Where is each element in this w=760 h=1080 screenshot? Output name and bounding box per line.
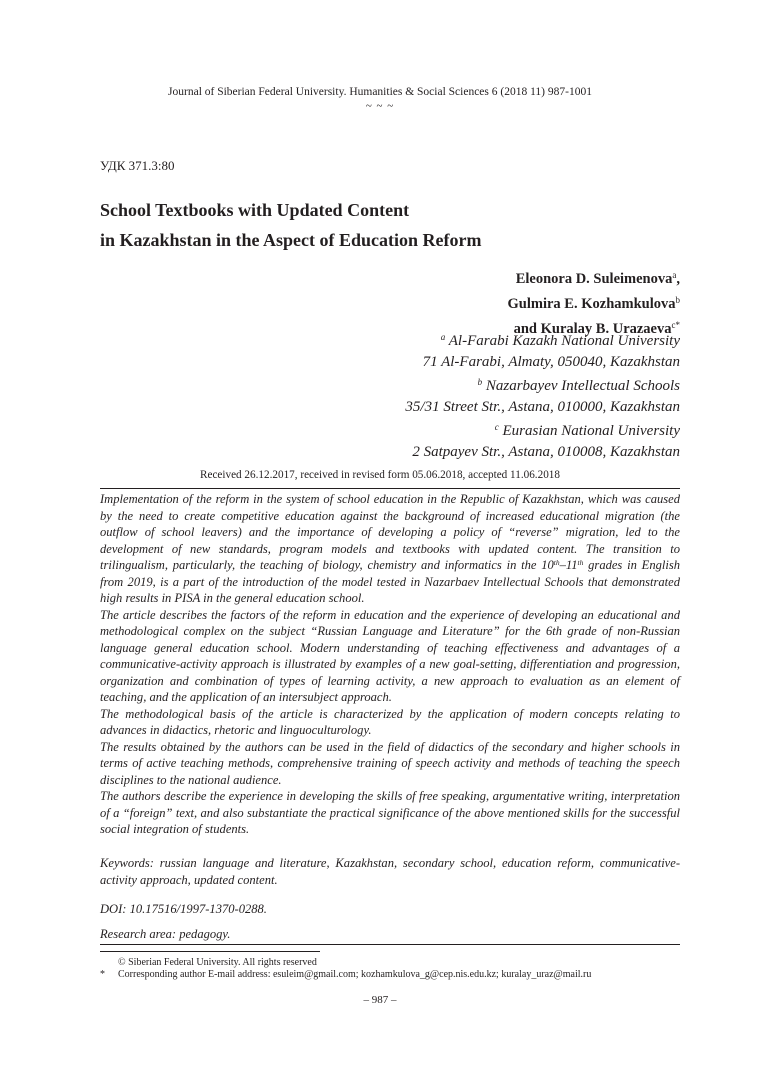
footnote-marker: * bbox=[100, 969, 105, 980]
header-ornament: ~ ~ ~ bbox=[365, 100, 395, 112]
page-number: – 987 – bbox=[363, 994, 397, 1006]
abstract-paragraph: The article describes the factors of the reform in education and the experience of developing an educational and methodological complex on the subject “Russian Language and Literature” for the 6th grade of non-Russian language general education school. Modern understanding of teaching effectiveness and advantages of a communicative-activity approach is illustrated by examples of a new goal-setting, differentiation and progression, organization and combination of types of learning activity, a new approach to evaluation as an element of teaching, and the application of an intersubject approach. bbox=[100, 607, 680, 704]
journal-header: Journal of Siberian Federal University. Humanities & Social Sciences 6 (2018 11) 987-1001 bbox=[168, 86, 592, 98]
affiliation-list bbox=[405, 327, 680, 462]
footnote-rule bbox=[100, 951, 320, 952]
affiliation-org: $^a$ Al-Farabi Kazakh National University bbox=[440, 332, 680, 349]
research-area: Research area: pedagogy. bbox=[100, 927, 231, 941]
keywords: Keywords: russian language and literature, Kazakhstan, secondary school, education reform, communicative-activity approach, updated content. bbox=[100, 856, 680, 887]
copyright-footnote: © Siberian Federal University. All rights reserved bbox=[118, 957, 317, 968]
received-dates: Received 26.12.2017, received in revised form 05.06.2018, accepted 11.06.2018 bbox=[200, 469, 560, 481]
author-3: and Kuralay B. Urazaeva$^{c*}$ bbox=[513, 320, 680, 337]
abstract-paragraph: The authors describe the experience in developing the skills of free speaking, argumentative writing, interpretation of a “foreign” text, and also substantiate the practical significance of the above mentioned skills for the successful social integration of students. bbox=[100, 789, 680, 836]
divider bbox=[100, 944, 680, 945]
affiliation-address: 2 Satpayev Str., Astana, 010008, Kazakhstan bbox=[412, 443, 680, 460]
affiliation-address: 71 Al-Farabi, Almaty, 050040, Kazakhstan bbox=[422, 353, 680, 370]
author-2: Gulmira E. Kozhamkulova$^b$ bbox=[507, 295, 680, 312]
udk-code: УДК 371.3:80 bbox=[100, 158, 175, 173]
abstract-paragraph: The methodological basis of the article is characterized by the application of modern concepts relating to advances in didactics, rhetoric and linguoculturology. bbox=[100, 706, 680, 737]
affiliation-org: $^c$ Eurasian National University bbox=[494, 422, 680, 439]
abstract-paragraph: The results obtained by the authors can be used in the field of didactics of the secondary and higher schools in terms of active teaching methods, comprehensive training of speech activity and methods of teaching the speech disciplines to the national audience. bbox=[100, 739, 680, 787]
title-line-2: in Kazakhstan in the Aspect of Education Reform bbox=[100, 230, 482, 250]
article-title bbox=[100, 195, 482, 255]
doi: DOI: 10.17516/1997-1370-0288. bbox=[100, 902, 267, 916]
corresponding-author-footnote: Corresponding author E-mail address: esuleim@gmail.com; kozhamkulova_g@cep.nis.edu.kz; kuralay_uraz@mail.ru bbox=[118, 969, 592, 980]
affiliation-address: 35/31 Street Str., Astana, 010000, Kazakhstan bbox=[405, 398, 680, 415]
affiliation-org: $^b$ Nazarbayev Intellectual Schools bbox=[477, 377, 680, 394]
abstract-paragraph: Implementation of the reform in the system of school education in the Republic of Kazakhstan, which was caused by the need to create competitive education against the background of increased educational migration (the outflow of school leavers) and the importance of developing a policy of “reverse” migration, led to the development of new standards, program models and textbooks with updated content. The transition to trilingualism, particularly, the teaching of biology, chemistry and informatics in the 10th–11th grades in English from 2019, is a part of the introduction of the model tested in Nazarbaev Intellectual Schools that demonstrated high results in PISA in the general education school. bbox=[100, 492, 680, 605]
author-1: Eleonora D. Suleimenova$^a$, bbox=[515, 270, 680, 287]
abstract bbox=[100, 491, 680, 838]
title-line-1: School Textbooks with Updated Content bbox=[100, 200, 410, 220]
divider bbox=[100, 488, 680, 489]
